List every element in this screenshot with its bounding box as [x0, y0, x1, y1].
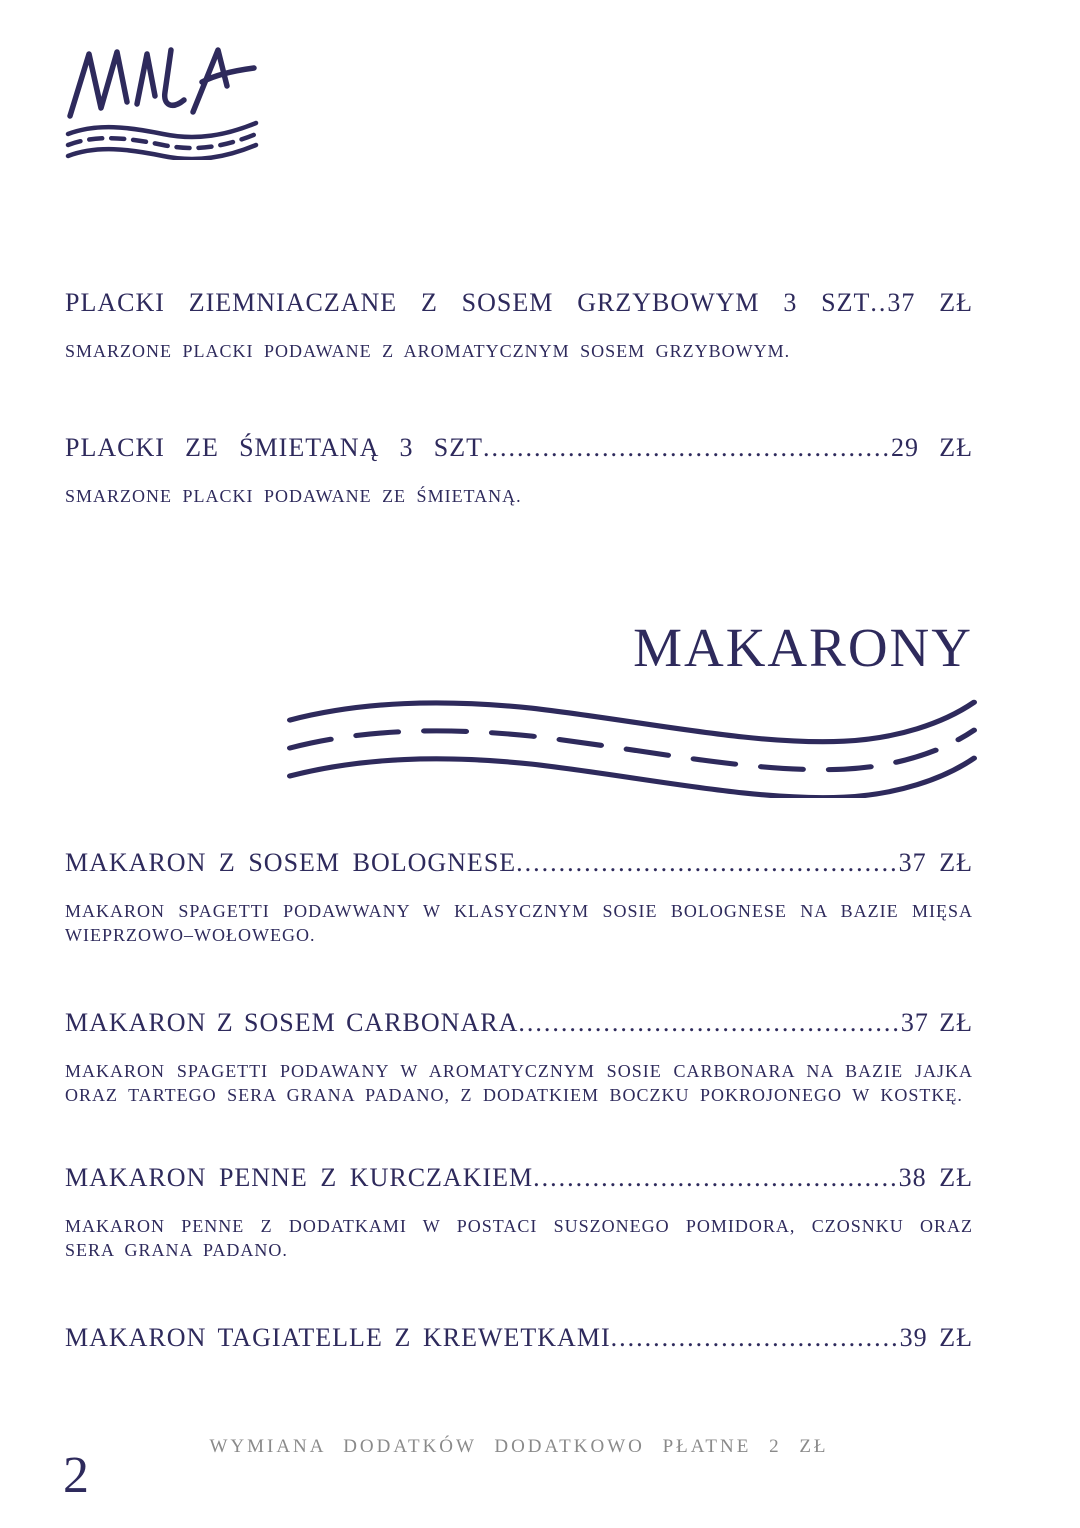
- menu-item-price: 37 ZŁ: [900, 1008, 973, 1037]
- menu-item-title: [65, 1006, 973, 1040]
- menu-item: [65, 846, 973, 947]
- menu-item-name: PLACKI ZE ŚMIETANĄ 3 SZT: [65, 433, 484, 462]
- dot-leader: ..................................: [610, 1323, 900, 1352]
- menu-item-description: MAKARON SPAGETTI PODAWWANY W KLASYCZNYM SOSIE BOLOGNESE NA BAZIE MIĘSA WIEPRZOWO–WOŁOWEGO.: [65, 901, 973, 945]
- dot-leader: .............................................: [516, 848, 899, 877]
- section-wave-divider: [287, 698, 973, 798]
- section-title: MAKARONY: [633, 617, 973, 678]
- menu-item-price: 37 ZŁ: [887, 288, 973, 317]
- logo-letter-m: [70, 52, 127, 116]
- menu-item-title: [65, 1321, 973, 1355]
- menu-item: [65, 431, 973, 508]
- menu-item-description: SMARZONE PLACKI PODAWANE Z AROMATYCZNYM SOSEM GRZYBOWYM.: [65, 341, 791, 361]
- menu-item-price: 39 ZŁ: [899, 1323, 974, 1352]
- dot-leader: ................................................: [483, 433, 892, 462]
- mila-logo-icon: [65, 42, 260, 160]
- footer-note: WYMIANA DODATKÓW DODATKOWO PŁATNE 2 ZŁ: [209, 1436, 829, 1457]
- menu-item-description: SMARZONE PLACKI PODAWANE ZE ŚMIETANĄ.: [65, 486, 522, 506]
- menu-item-name: PLACKI ZIEMNIACZANE Z SOSEM GRZYBOWYM 3 SZT: [65, 288, 871, 317]
- menu-item: [65, 1006, 973, 1107]
- logo-letter-l: [165, 50, 184, 105]
- page-number: 2: [63, 1447, 89, 1504]
- menu-item-title: [65, 431, 973, 465]
- menu-item: [65, 1161, 973, 1262]
- menu-item-price: 38 ZŁ: [898, 1163, 973, 1192]
- menu-item: [65, 286, 973, 363]
- menu-item-description: MAKARON SPAGETTI PODAWANY W AROMATYCZNYM SOSIE CARBONARA NA BAZIE JAJKA ORAZ TARTEGO SERA GRANA PADANO, Z DODATKIEM BOCZKU POKROJONEGO W KOSTKĘ.: [65, 1061, 973, 1105]
- restaurant-logo: [65, 42, 260, 160]
- menu-item-name: MAKARON Z SOSEM BOLOGNESE: [65, 848, 517, 877]
- logo-letter-i: [137, 54, 155, 104]
- logo-road-wave-icon: [68, 123, 256, 159]
- menu-item-title: [65, 846, 973, 880]
- menu-item: [65, 1321, 973, 1355]
- menu-item-price: 29 ZŁ: [891, 433, 973, 462]
- menu-item-name: MAKARON PENNE Z KURCZAKIEM: [65, 1163, 534, 1192]
- menu-item-title: [65, 1161, 973, 1195]
- road-wave-divider-icon: [287, 698, 977, 798]
- menu-item-title: [65, 286, 973, 320]
- menu-item-price: 37 ZŁ: [898, 848, 973, 877]
- dot-leader: .............................................: [518, 1008, 901, 1037]
- menu-item-description: MAKARON PENNE Z DODATKAMI W POSTACI SUSZONEGO POMIDORA, CZOSNKU ORAZ SERA GRANA PADANO.: [65, 1216, 973, 1260]
- dot-leader: ..: [870, 288, 888, 317]
- dot-leader: ...........................................: [533, 1163, 899, 1192]
- menu-item-name: MAKARON Z SOSEM CARBONARA: [65, 1008, 519, 1037]
- menu-item-name: MAKARON TAGIATELLE Z KREWETKAMI: [65, 1323, 611, 1352]
